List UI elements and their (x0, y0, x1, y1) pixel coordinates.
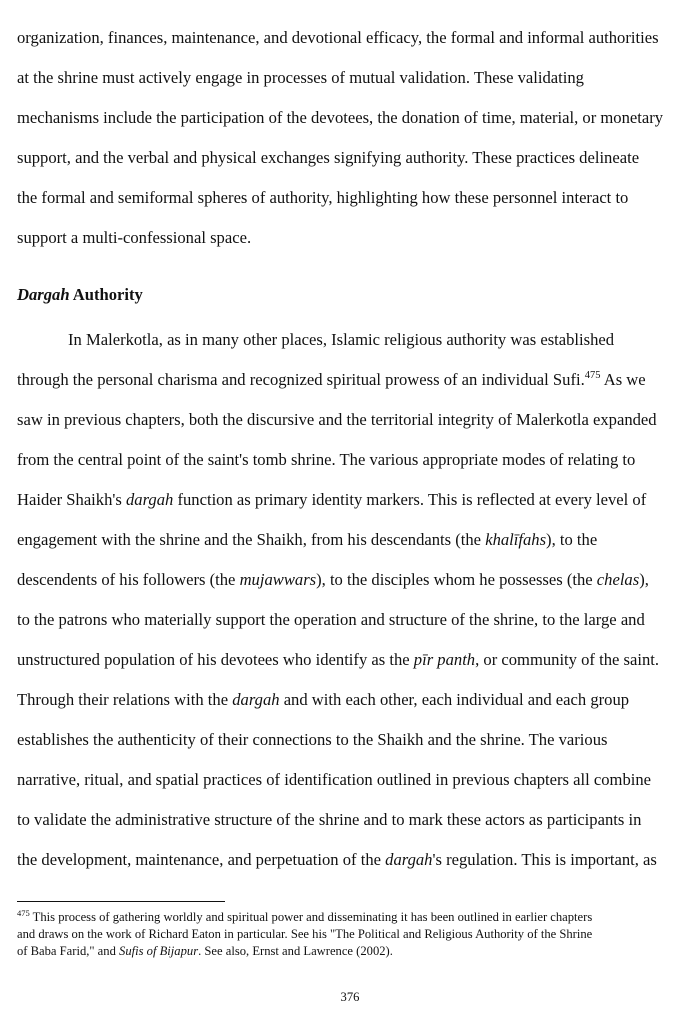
footnote-line: and draws on the work of Richard Eaton in particular. See his "The Political and Religious Authority of the Shrine (17, 927, 593, 941)
text-run: . See also, Ernst and Lawrence (2002). (198, 944, 393, 958)
paragraph-line: support a multi-confessional space. (17, 228, 252, 247)
paragraph-line (17, 530, 597, 550)
italic-term: mujawwars (239, 570, 317, 589)
paragraph-line (17, 490, 646, 510)
text-run: through the personal charisma and recognized spiritual prowess of an individual Sufi. (17, 370, 585, 389)
paragraph-line: In Malerkotla, as in many other places, Islamic religious authority was established (68, 330, 615, 349)
paragraph-line: saw in previous chapters, both the discursive and the territorial integrity of Malerkotla expanded (17, 410, 657, 429)
paragraph-line (17, 650, 659, 670)
text-run: Through their relations with the (17, 690, 233, 709)
text-run: descendents of his followers (the (17, 570, 240, 589)
paragraph-line: at the shrine must actively engage in processes of mutual validation. These validating (17, 68, 584, 87)
italic-term: khalīfahs (485, 530, 547, 549)
text-run: function as primary identity markers. This is reflected at every level of (173, 490, 647, 509)
footnote-line (17, 909, 592, 925)
paragraph-line: organization, finances, maintenance, and devotional efficacy, the formal and informal authorities (17, 28, 659, 47)
paragraph-line: to the patrons who materially support the operation and structure of the shrine, to the large and (17, 610, 645, 629)
text-run: of Baba Farid," and (17, 944, 120, 958)
text-run: and with each other, each individual and each group (279, 690, 630, 709)
paragraph-line (17, 370, 646, 390)
italic-term: chelas (596, 570, 640, 589)
text-run: engagement with the shrine and the Shaikh, from his descendants (the (17, 530, 486, 549)
paragraph-line: establishes the authenticity of their connections to the Shaikh and the shrine. The various (17, 730, 608, 749)
text-run: the development, maintenance, and perpetuation of the (17, 850, 386, 869)
text-run: , or community of the saint. (475, 650, 659, 669)
text-run: As we (600, 370, 646, 389)
italic-term: Sufis of Bijapur (119, 944, 199, 958)
footnote-number: 475 (17, 908, 30, 918)
italic-term: dargah (385, 850, 433, 869)
section-heading-italic: Dargah (17, 285, 70, 304)
page-number: 376 (340, 990, 360, 1004)
section-heading (17, 285, 143, 305)
paragraph-line: narrative, ritual, and spatial practices of identification outlined in previous chapters all combine (17, 770, 652, 789)
paragraph-line: support, and the verbal and physical exchanges signifying authority. These practices delineate (17, 148, 640, 167)
text-run: This process of gathering worldly and spiritual power and disseminating it has been outlined in earlier chapters (29, 910, 593, 924)
paragraph-line (17, 850, 657, 870)
text-run: Haider Shaikh's (17, 490, 126, 509)
paragraph-line (17, 690, 629, 710)
footnote-line (17, 943, 393, 959)
paragraph-line: from the central point of the saint's tomb shrine. The various appropriate modes of relating to (17, 450, 636, 469)
italic-term: pīr panth (413, 650, 476, 669)
paragraph-line: to validate the administrative structure of the shrine and to mark these actors as participants in (17, 810, 642, 829)
text-run: ), to the (546, 530, 598, 549)
text-run: 's regulation. This is important, as (432, 850, 657, 869)
section-heading-rest: Authority (69, 285, 143, 304)
text-run: ), to the disciples whom he possesses (the (316, 570, 597, 589)
text-run: unstructured population of his devotees who identify as the (17, 650, 414, 669)
italic-term: dargah (232, 690, 280, 709)
paragraph-line: the formal and semiformal spheres of authority, highlighting how these personnel interact to (17, 188, 629, 207)
footnote-marker: 475 (584, 370, 601, 381)
paragraph-line: mechanisms include the participation of the devotees, the donation of time, material, or monetary (17, 108, 664, 127)
text-run: ), (639, 570, 649, 589)
italic-term: dargah (126, 490, 174, 509)
footnote-divider (17, 901, 225, 902)
paragraph-line (17, 570, 649, 590)
